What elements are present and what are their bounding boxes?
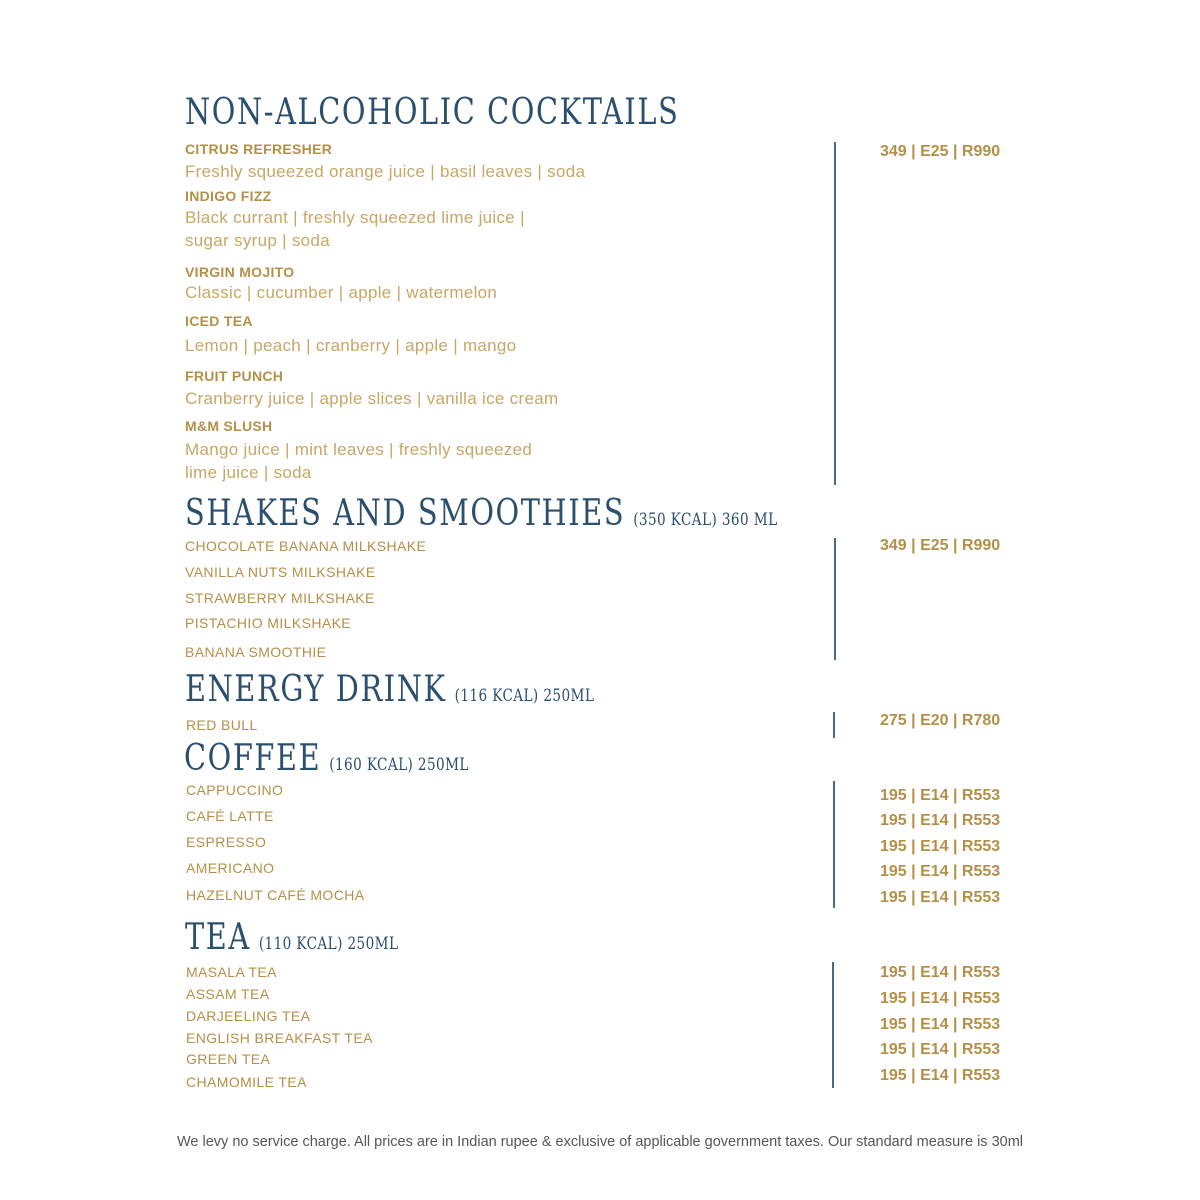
- section-title-cocktails: [185, 92, 680, 133]
- price-coffee: 195 | E14 | R553: [880, 787, 1001, 804]
- divider-line: [832, 962, 834, 1088]
- price-tea: 195 | E14 | R553: [880, 964, 1001, 981]
- menu-item: CAPPUCCINO: [186, 782, 284, 798]
- menu-item: AMERICANO: [186, 860, 275, 876]
- menu-item: RED BULL: [186, 717, 258, 733]
- menu-item: MASALA TEA: [186, 964, 277, 980]
- menu-item: CHAMOMILE TEA: [186, 1074, 307, 1090]
- menu-item: CHOCOLATE BANANA MILKSHAKE: [185, 538, 427, 554]
- menu-item: ESPRESSO: [186, 834, 267, 850]
- price-tea: 195 | E14 | R553: [880, 1016, 1001, 1033]
- item-description: sugar syrup | soda: [185, 231, 330, 250]
- menu-item: ENGLISH BREAKFAST TEA: [186, 1030, 373, 1046]
- section-title-text: SHAKES AND SMOOTHIES: [185, 493, 626, 534]
- menu-item: PISTACHIO MILKSHAKE: [185, 615, 352, 631]
- divider-line: [834, 538, 836, 660]
- item-description: Classic | cucumber | apple | watermelon: [185, 283, 498, 302]
- item-name: VIRGIN MOJITO: [185, 264, 295, 280]
- price-tea: 195 | E14 | R553: [880, 1067, 1001, 1084]
- section-title-tea: [185, 917, 399, 958]
- price-coffee: 195 | E14 | R553: [880, 812, 1001, 829]
- price-coffee: 195 | E14 | R553: [880, 863, 1001, 880]
- section-title-text: COFFEE: [184, 738, 322, 779]
- menu-item: DARJEELING TEA: [186, 1008, 311, 1024]
- item-name: CITRUS REFRESHER: [185, 141, 333, 157]
- item-description: Mango juice | mint leaves | freshly squeezed: [185, 440, 533, 459]
- menu-item: ASSAM TEA: [186, 986, 270, 1002]
- item-description: Lemon | peach | cranberry | apple | mango: [185, 336, 517, 355]
- section-title-text: ENERGY DRINK: [185, 669, 447, 710]
- divider-line: [834, 142, 836, 485]
- price-coffee: 195 | E14 | R553: [880, 889, 1001, 906]
- price-cocktails: 349 | E25 | R990: [880, 143, 1001, 160]
- price-shakes: 349 | E25 | R990: [880, 537, 1001, 554]
- menu-item: VANILLA NUTS MILKSHAKE: [185, 564, 376, 580]
- price-tea: 195 | E14 | R553: [880, 990, 1001, 1007]
- price-tea: 195 | E14 | R553: [880, 1041, 1001, 1058]
- menu-item: STRAWBERRY MILKSHAKE: [185, 590, 375, 606]
- item-name: ICED TEA: [185, 313, 253, 329]
- menu-item: BANANA SMOOTHIE: [185, 644, 327, 660]
- section-subtitle: (116 KCAL) 250ML: [454, 686, 595, 706]
- item-name: M&M SLUSH: [185, 418, 273, 434]
- item-description: Black currant | freshly squeezed lime juice |: [185, 208, 525, 227]
- price-coffee: 195 | E14 | R553: [880, 838, 1001, 855]
- section-title-text: TEA: [185, 917, 251, 958]
- menu-item: CAFÉ LATTE: [186, 808, 274, 824]
- section-title-energy: [185, 669, 595, 710]
- footer-note: We levy no service charge. All prices are in Indian rupee & exclusive of applicable government taxes. Our standard measure is 30ml: [177, 1134, 1023, 1150]
- menu-item: HAZELNUT CAFÉ MOCHA: [186, 887, 365, 903]
- section-subtitle: (350 KCAL) 360 ML: [633, 510, 778, 530]
- item-name: INDIGO FIZZ: [185, 188, 272, 204]
- section-title-text: NON-ALCOHOLIC COCKTAILS: [185, 92, 680, 133]
- section-subtitle: (160 KCAL) 250ML: [329, 755, 469, 775]
- section-subtitle: (110 KCAL) 250ML: [258, 934, 399, 954]
- section-title-shakes: [185, 493, 778, 534]
- menu-item: GREEN TEA: [186, 1051, 271, 1067]
- item-description: lime juice | soda: [185, 463, 312, 482]
- price-energy: 275 | E20 | R780: [880, 712, 1001, 729]
- item-name: FRUIT PUNCH: [185, 368, 284, 384]
- divider-line: [833, 781, 835, 908]
- item-description: Cranberry juice | apple slices | vanilla ice cream: [185, 389, 559, 408]
- item-description: Freshly squeezed orange juice | basil leaves | soda: [185, 162, 586, 181]
- divider-line: [833, 712, 835, 738]
- section-title-coffee: [184, 738, 469, 779]
